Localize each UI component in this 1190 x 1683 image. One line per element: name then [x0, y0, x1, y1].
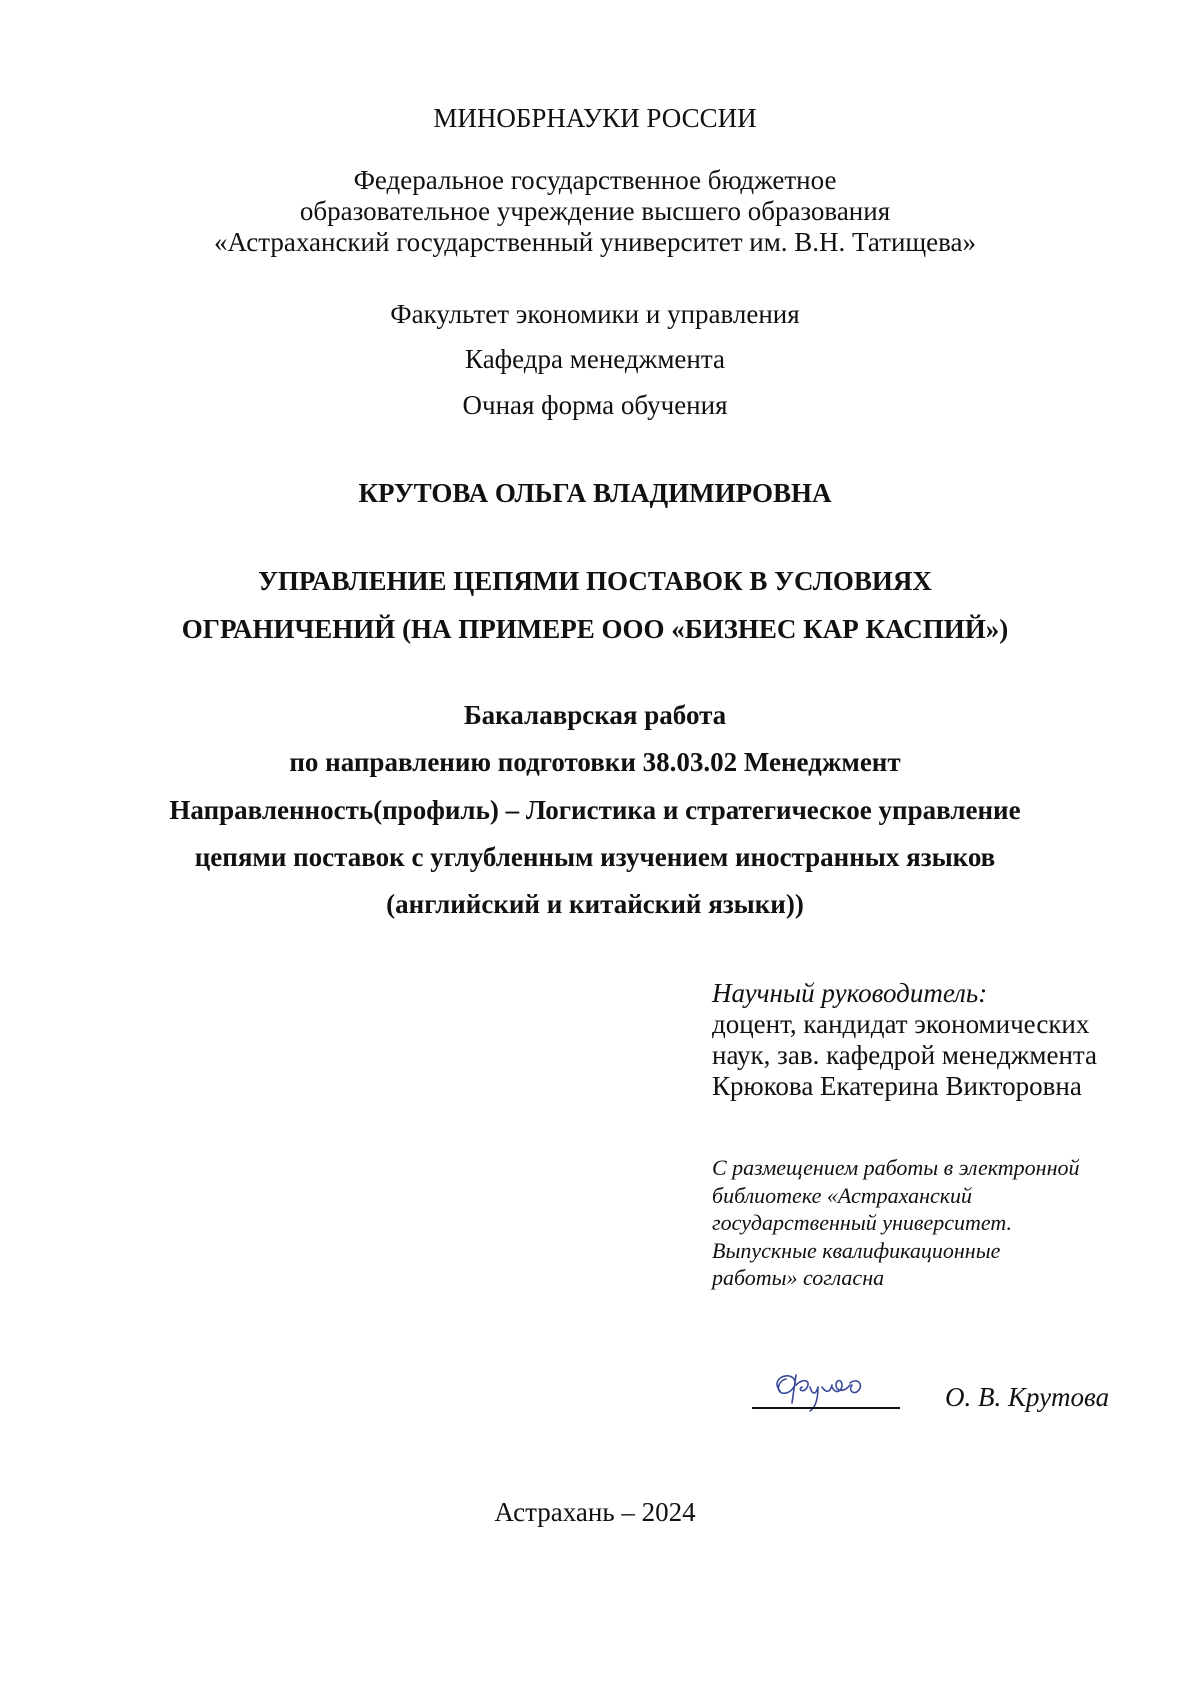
thesis-title-line-1: УПРАВЛЕНИЕ ЦЕПЯМИ ПОСТАВОК В УСЛОВИЯХ [258, 566, 932, 596]
supervisor-name: Крюкова Екатерина Викторовна [712, 1071, 1082, 1101]
supervisor-label: Научный руководитель: [712, 978, 988, 1008]
institution-line-3: «Астраханский государственный университет им. В.Н. Татищева» [213, 227, 977, 257]
city-year: Астрахань – 2024 [494, 1497, 696, 1527]
supervisor-block [712, 978, 1097, 1102]
direction-line: по направлению подготовки 38.03.02 Менеджмент [289, 747, 901, 777]
signature-line [752, 1407, 900, 1409]
ministry-name: МИНОБРНАУКИ РОССИИ [433, 103, 757, 133]
consent-line-1: С размещением работы в электронной [712, 1155, 1080, 1180]
consent-line-5: работы» согласна [712, 1265, 885, 1290]
work-type: Бакалаврская работа [463, 700, 727, 730]
faculty-name: Факультет экономики и управления [390, 299, 800, 329]
supervisor-position-2: наук, зав. кафедрой менеджмента [712, 1040, 1098, 1070]
consent-block [712, 1154, 1080, 1292]
signatory-name: О. В. Крутова [945, 1382, 1110, 1412]
signature-stroke [777, 1375, 860, 1411]
study-form: Очная форма обучения [462, 390, 728, 420]
supervisor-position-1: доцент, кандидат экономических [712, 1009, 1090, 1039]
profile-line-2: цепями поставок с углубленным изучением иностранных языков [194, 842, 996, 872]
consent-line-4: Выпускные квалификационные [712, 1237, 1001, 1263]
consent-line-3: государственный университет. [712, 1210, 1012, 1235]
author-name: КРУТОВА ОЛЬГА ВЛАДИМИРОВНА [358, 478, 832, 508]
institution-line-1: Федеральное государственное бюджетное [353, 165, 837, 195]
institution-block [0, 165, 1190, 258]
profile-line-1: Направленность(профиль) – Логистика и стратегическое управление [169, 795, 1021, 825]
thesis-title-line-2: ОГРАНИЧЕНИЙ (НА ПРИМЕРЕ ООО «БИЗНЕС КАР КАСПИЙ») [181, 614, 1009, 644]
department-name: Кафедра менеджмента [465, 344, 725, 374]
profile-line-3: (английский и китайский языки)) [386, 889, 804, 919]
institution-line-2: образовательное учреждение высшего образования [299, 196, 891, 226]
consent-line-2: библиотеке «Астраханский [712, 1182, 973, 1208]
